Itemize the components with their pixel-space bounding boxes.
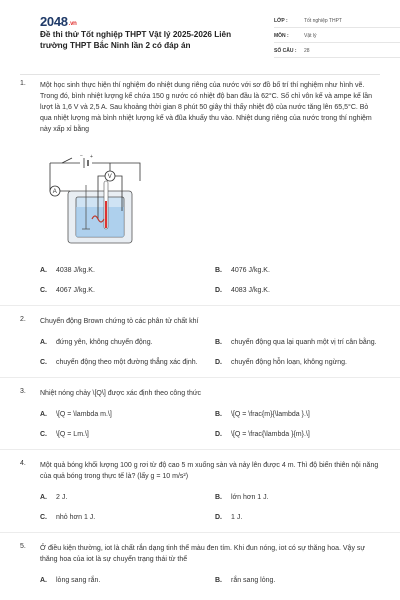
option-text: nhỏ hơn 1 J. — [56, 514, 96, 521]
option-c[interactable] — [40, 425, 205, 445]
question-divider — [0, 449, 400, 450]
meta-key: SỐ CÂU : — [274, 48, 297, 54]
option-d[interactable] — [215, 425, 380, 445]
option-c[interactable] — [40, 281, 205, 301]
option-letter: C. — [40, 359, 47, 366]
option-b[interactable] — [215, 571, 380, 591]
option-letter: B. — [215, 411, 222, 418]
site-logo[interactable] — [40, 14, 77, 29]
option-letter: D. — [215, 514, 222, 521]
option-text: 4083 J/kg.K. — [231, 287, 270, 294]
question-text: Một học sinh thực hiện thí nghiệm đo nhiệt dung riêng của nước với sơ đồ bố trí thí nghiệm như hình vẽ. Trong đó, bình nhiệt lượng kế chứa 150 g nước có nhiệt độ ban đầu là 62°C. Số chỉ vôn kế và ampe kế lần lượt là 1,6 V và 2,5 A. Sau khoảng thời gian 8 phút 50 giây thì thấy nhiệt độ của nước tăng lên 65,5°C. Bỏ qua nhiệt lượng mà bình nhiệt lượng kế và đũa khuấy thu vào. Nhiệt dung riêng của nước trong thí nghiệm này xấp xỉ bằng — [40, 82, 373, 133]
option-letter: C. — [40, 514, 47, 521]
meta-key: MÔN : — [274, 33, 289, 39]
option-letter: B. — [215, 339, 222, 346]
ammeter-label: A — [52, 189, 57, 195]
option-text: lỏng sang rắn. — [56, 577, 101, 584]
logo-suffix: .vn — [68, 21, 77, 27]
option-letter: C. — [40, 287, 47, 294]
question-4 — [20, 460, 380, 528]
option-list — [40, 571, 380, 591]
question-number: 5. — [20, 543, 26, 550]
option-text: rắn sang lỏng. — [231, 577, 276, 584]
option-c[interactable] — [40, 508, 205, 528]
question-number: 2. — [20, 316, 26, 323]
option-letter: D. — [215, 431, 222, 438]
question-text: Một quả bóng khối lượng 100 g rơi từ độ cao 5 m xuống sàn và nảy lên được 4 m. Thì độ biến thiên nội năng của quả bóng trong thực tế là? (lấy g = 10 m/s²) — [40, 462, 379, 480]
voltmeter-label: V — [107, 174, 112, 180]
option-text: \[Q = \frac{\lambda }{m}.\] — [231, 431, 310, 438]
option-letter: A. — [40, 577, 47, 584]
option-text: 1 J. — [231, 514, 243, 521]
meta-value: Tốt nghiệp THPT — [304, 18, 342, 24]
option-list — [40, 333, 380, 373]
exam-title: Đề thi thử Tốt nghiệp THPT Vật lý 2025-2026 Liên trường THPT Bắc Ninh lần 2 có đáp án — [40, 30, 232, 50]
meta-value: Vật lý — [304, 33, 317, 39]
option-a[interactable] — [40, 488, 205, 508]
meta-row-count — [274, 45, 400, 58]
exam-meta — [274, 15, 400, 60]
option-a[interactable] — [40, 571, 205, 591]
question-5 — [20, 543, 380, 591]
question-3 — [20, 388, 380, 445]
option-list — [40, 405, 380, 445]
option-text: chuyển động qua lại quanh một vị trí cân bằng. — [231, 339, 377, 346]
logo-number: 2048 — [40, 14, 68, 29]
question-number: 4. — [20, 460, 26, 467]
question-1 — [20, 80, 380, 301]
option-a[interactable] — [40, 261, 205, 281]
option-a[interactable] — [40, 333, 205, 353]
option-list — [40, 488, 380, 528]
question-2 — [20, 316, 380, 373]
question-list — [20, 80, 380, 591]
meta-value: 28 — [304, 48, 310, 54]
option-text: \[Q = \frac{m}{\lambda }.\] — [231, 411, 310, 418]
option-b[interactable] — [215, 488, 380, 508]
option-letter: B. — [215, 267, 222, 274]
question-divider — [0, 532, 400, 533]
option-text: 4067 J/kg.K. — [56, 287, 95, 294]
question-number: 1. — [20, 80, 26, 87]
meta-row-class — [274, 15, 400, 28]
question-text: Nhiệt nóng chảy \[Q\] được xác định theo công thức — [40, 390, 202, 397]
option-text: \[Q = Lm.\] — [56, 431, 89, 438]
question-text: Ở điều kiện thường, iot là chất rắn dạng tinh thể màu đen tím. Khi đun nóng, iot có sự thăng hoa. Vậy sự thăng hoa của iot là sự chuyển trạng thái từ thể — [40, 545, 366, 563]
option-letter: D. — [215, 359, 222, 366]
question-number: 3. — [20, 388, 26, 395]
option-b[interactable] — [215, 261, 380, 281]
battery-minus-sign: − — [80, 153, 83, 159]
option-text: 4038 J/kg.K. — [56, 267, 95, 274]
option-b[interactable] — [215, 333, 380, 353]
option-text: 2 J. — [56, 494, 68, 501]
option-text: chuyển động hỗn loạn, không ngừng. — [231, 359, 348, 366]
question-text: Chuyển động Brown chứng tỏ các phân tử chất khí — [40, 318, 199, 325]
option-d[interactable] — [215, 281, 380, 301]
exam-header — [20, 0, 380, 64]
meta-row-subject — [274, 30, 400, 43]
option-letter: A. — [40, 411, 47, 418]
option-letter: B. — [215, 577, 222, 584]
question-divider — [0, 377, 400, 378]
option-d[interactable] — [215, 508, 380, 528]
option-letter: D. — [215, 287, 222, 294]
option-letter: A. — [40, 267, 47, 274]
option-text: \[Q = \lambda m.\] — [56, 411, 112, 418]
option-letter: C. — [40, 431, 47, 438]
option-text: đứng yên, không chuyển động. — [56, 339, 153, 346]
header-divider — [20, 74, 380, 75]
option-text: lớn hơn 1 J. — [231, 494, 269, 501]
option-letter: A. — [40, 494, 47, 501]
option-text: chuyển động theo một đường thẳng xác định. — [56, 359, 198, 366]
option-letter: A. — [40, 339, 47, 346]
option-a[interactable] — [40, 405, 205, 425]
battery-plus-sign: + — [90, 154, 93, 160]
option-c[interactable] — [40, 353, 205, 373]
question-divider — [0, 305, 400, 306]
option-b[interactable] — [215, 405, 380, 425]
meta-key: LỚP : — [274, 18, 288, 24]
option-list — [40, 261, 380, 301]
option-letter: B. — [215, 494, 222, 501]
option-text: 4076 J/kg.K. — [231, 267, 270, 274]
option-d[interactable] — [215, 353, 380, 373]
calorimeter-circuit-figure — [40, 141, 150, 251]
